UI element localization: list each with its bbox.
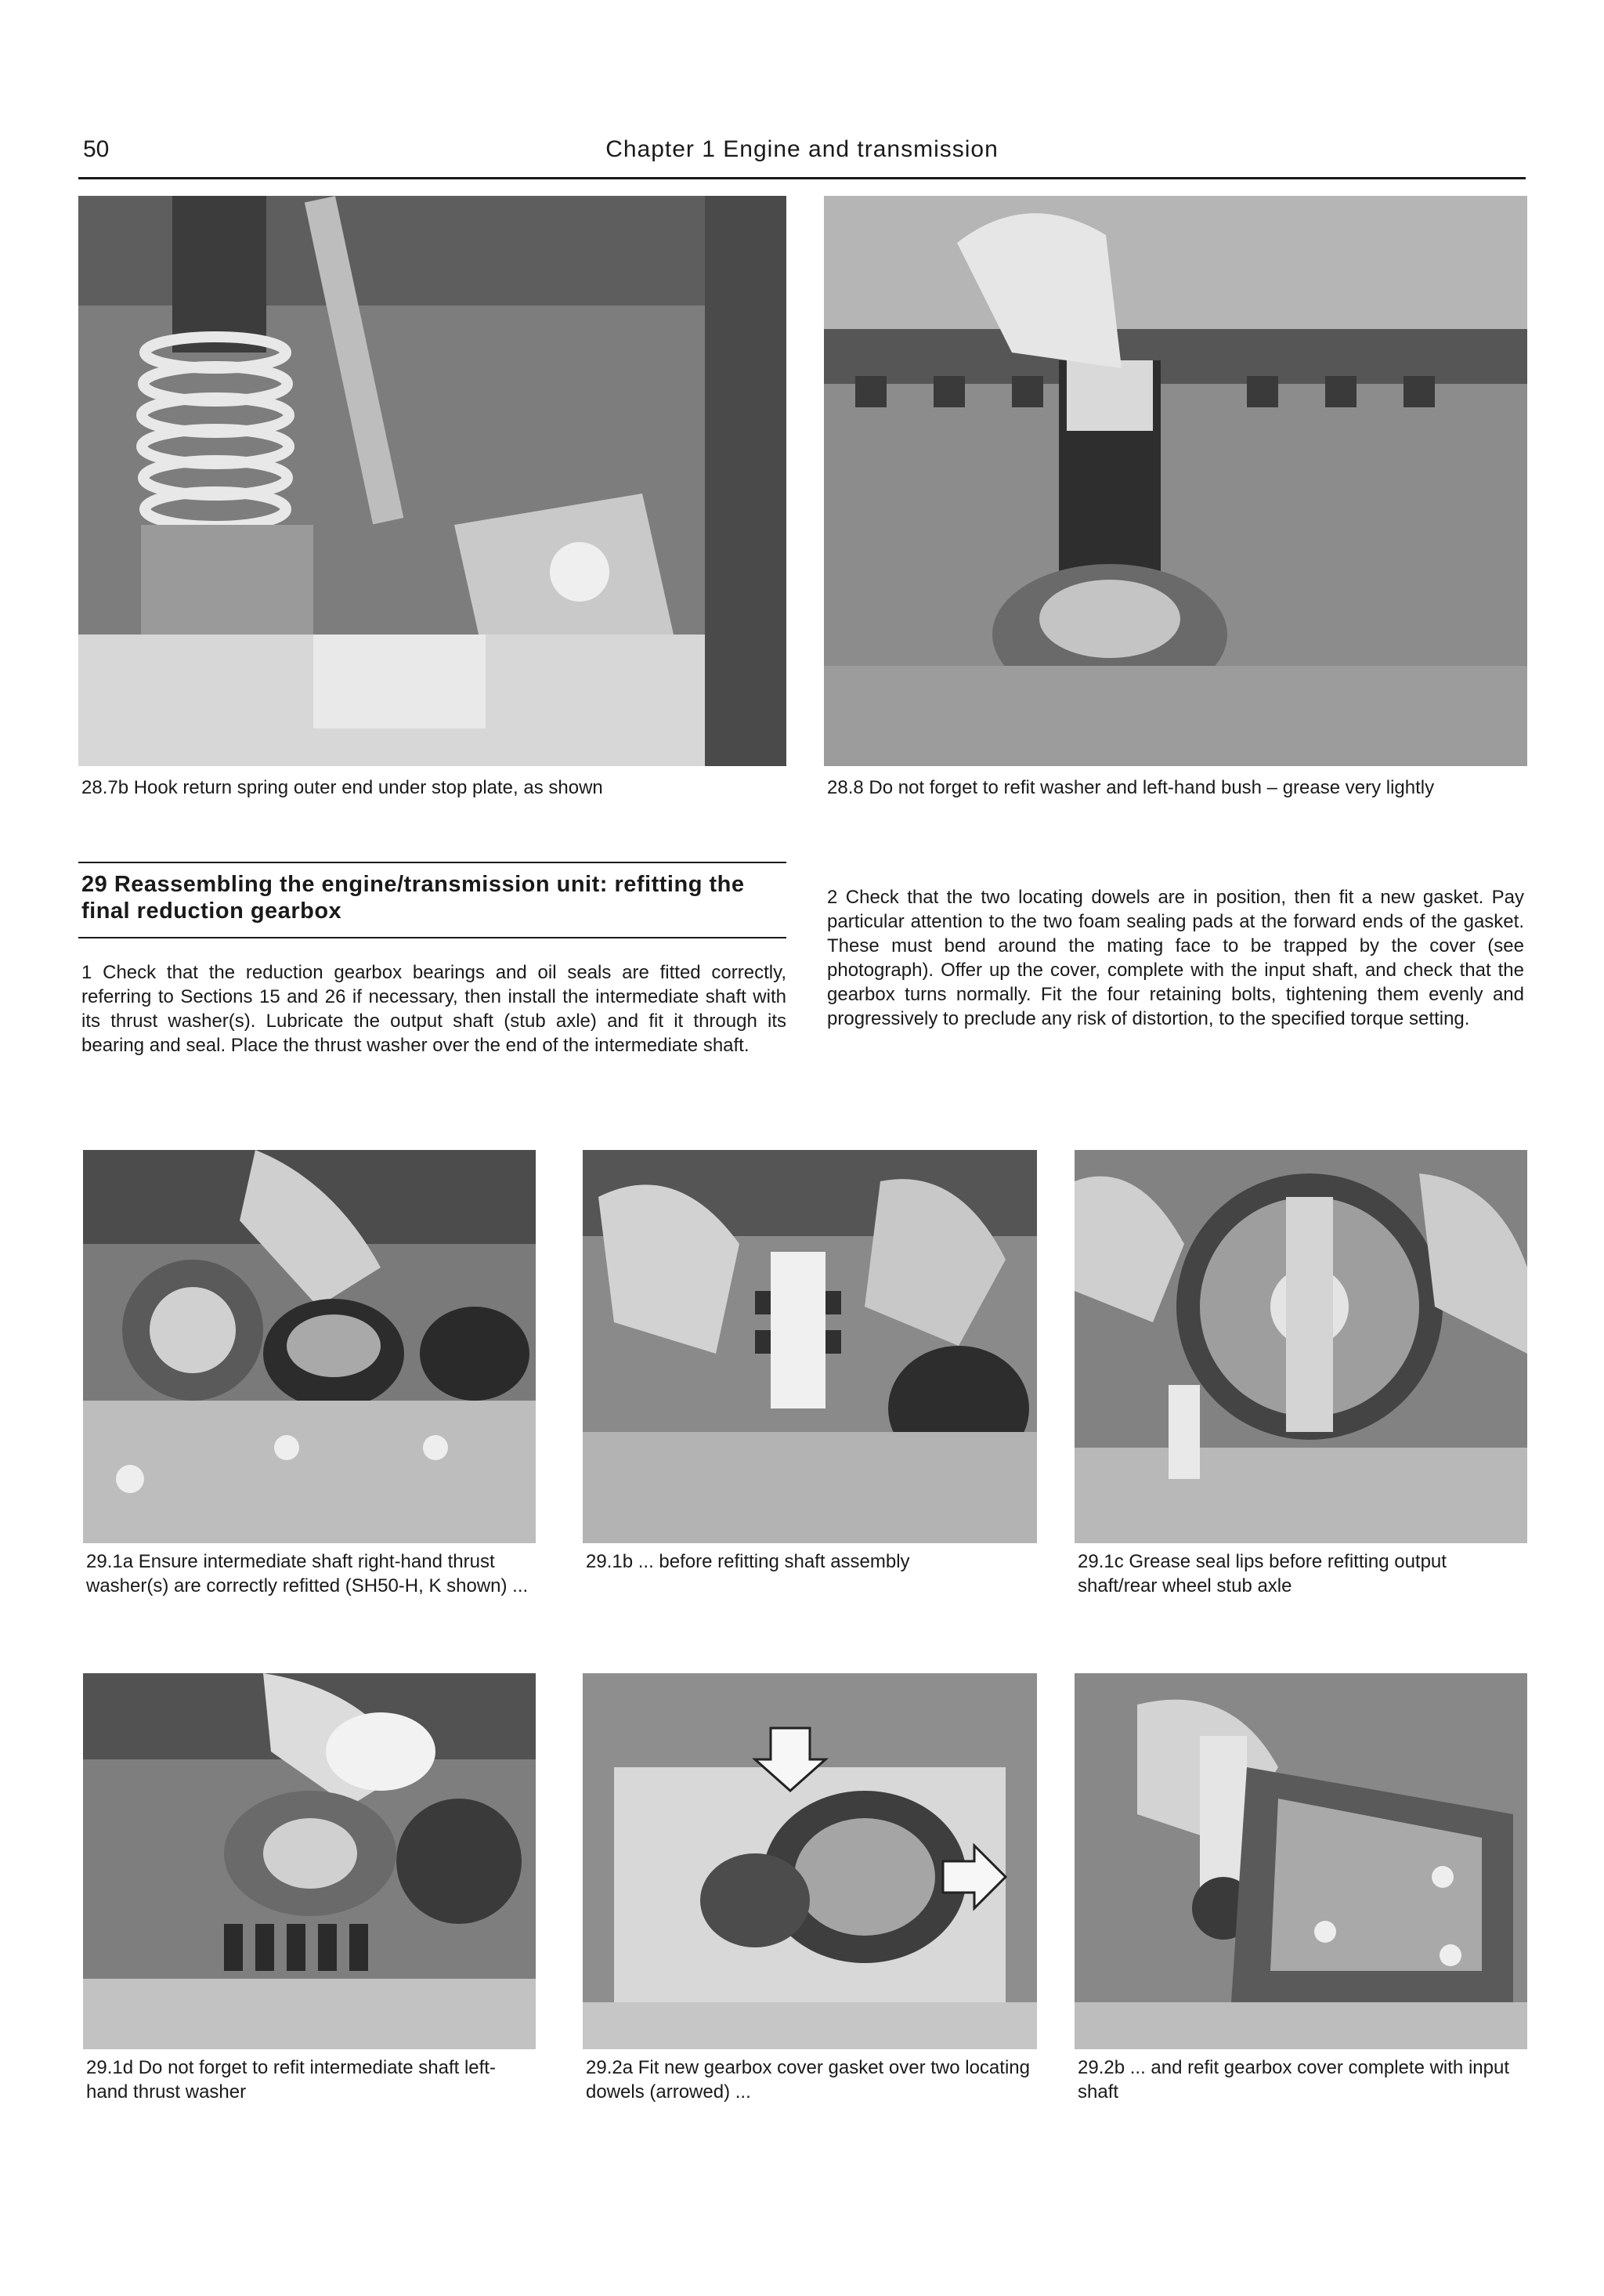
caption-29-1d: 29.1d Do not forget to refit intermediate shaft left-hand thrust washer: [86, 2057, 496, 2103]
caption-29-1c: 29.1c Grease seal lips before refitting output shaft/rear wheel stub axle: [1078, 1551, 1447, 1596]
caption-28-7b: 28.7b Hook return spring outer end under stop plate, as shown: [81, 777, 603, 798]
photo-29-1b: [583, 1150, 1037, 1543]
photo-29-1d: [83, 1673, 536, 2049]
paragraph-1: 1 Check that the reduction gearbox bearings and oil seals are fitted correctly, referring to Sections 15 and 26 if necessary, then install the intermediate shaft with its thrust washer(s). Lubricate the output shaft (stub axle) and fit it through its bearing and seal. Place the thrust washer over the end of the intermediate shaft.: [81, 962, 786, 1056]
caption-28-8: 28.8 Do not forget to refit washer and left-hand bush – grease very lightly: [827, 777, 1435, 798]
caption-29-2a: 29.2a Fit new gearbox cover gasket over two locating dowels (arrowed) ...: [586, 2057, 1030, 2103]
paragraph-2: 2 Check that the two locating dowels are in position, then fit a new gasket. Pay particular attention to the two foam sealing pads at the forward ends of the gasket. These must bend around the mating face to be trapped by the cover (see photograph). Offer up the cover, complete with the input shaft, and check that the gearbox turns normally. Fit the four retaining bolts, tightening them evenly and progressively to preclude any risk of distortion, to the specified torque setting.: [827, 887, 1524, 1029]
photo-28-7b: [78, 196, 786, 766]
photo-28-8: [824, 196, 1527, 766]
photo-29-2b: [1075, 1673, 1527, 2049]
photo-29-1c: [1075, 1150, 1527, 1543]
section-rule-bottom: [78, 937, 786, 938]
photo-29-2a: [583, 1673, 1037, 2049]
page-number: 50: [83, 136, 110, 162]
caption-29-2b: 29.2b ... and refit gearbox cover complete with input shaft: [1078, 2057, 1509, 2103]
chapter-title: Chapter 1 Engine and transmission: [605, 136, 999, 162]
section-heading: 29 Reassembling the engine/transmission unit: refitting the final reduction gearbox: [81, 872, 745, 924]
caption-29-1b: 29.1b ... before refitting shaft assembly: [586, 1551, 910, 1572]
photo-29-1a: [83, 1150, 536, 1543]
header-rule: [78, 177, 1526, 179]
section-rule-top: [78, 862, 786, 863]
caption-29-1a: 29.1a Ensure intermediate shaft right-hand thrust washer(s) are correctly refitted (SH50-H, K shown) ...: [86, 1551, 529, 1596]
